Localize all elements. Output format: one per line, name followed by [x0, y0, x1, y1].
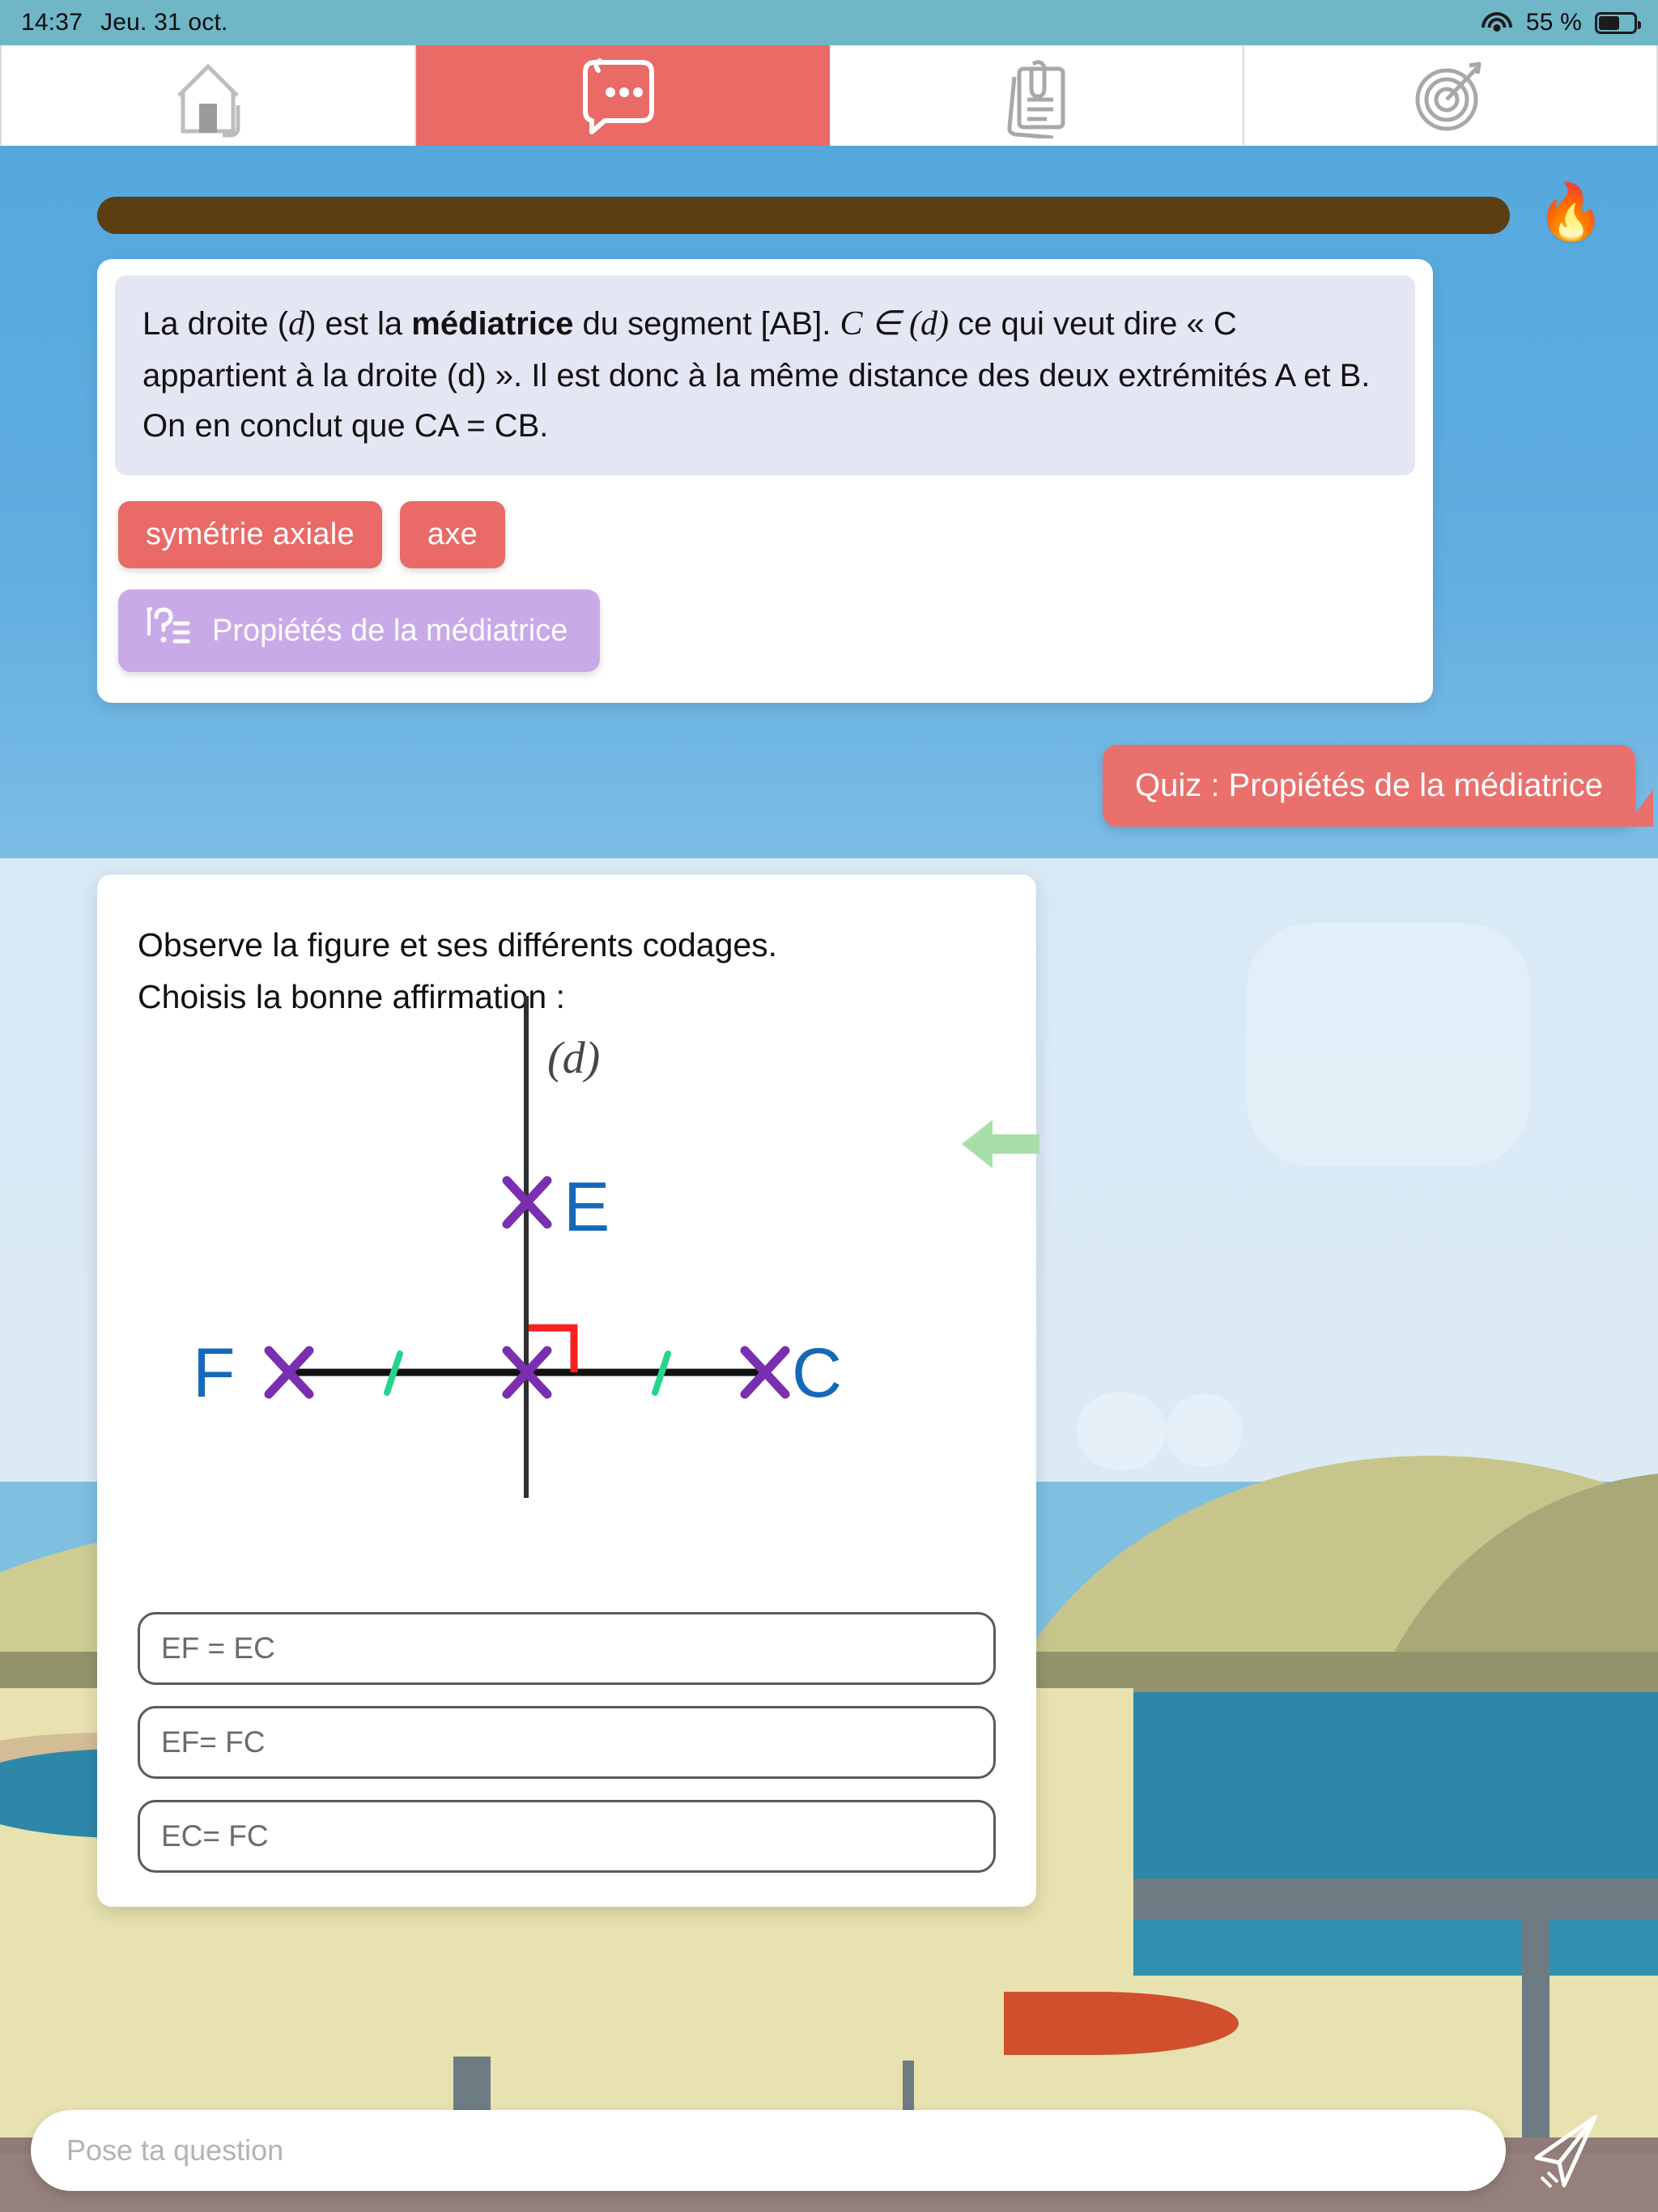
tab-bar — [0, 45, 1658, 146]
answer-list — [138, 1612, 996, 1873]
chat-icon — [577, 53, 666, 138]
keyword-chip-list — [115, 501, 1415, 568]
flame-emoji-icon: 🔥 — [1537, 181, 1605, 243]
geometry-figure-svg — [97, 988, 1036, 1506]
answer-option-1[interactable] — [138, 1612, 996, 1685]
send-button[interactable] — [1506, 2108, 1627, 2193]
question-input-placeholder: Pose ta question — [66, 2133, 284, 2167]
quiz-question-line-2: Choisis la bonne affirmation : — [138, 977, 565, 1015]
math-var-d: d — [288, 305, 306, 342]
progress-bar-container — [97, 197, 1510, 234]
figure-label-f: F — [193, 1334, 236, 1412]
answer-option-3[interactable] — [138, 1800, 996, 1873]
bot-line-1: La droite (d) est la médiatrice du segment [AB]. C ∈ (d) ce qui veut dire — [142, 305, 1178, 342]
progress-bar — [97, 197, 1510, 234]
wifi-icon — [1481, 11, 1513, 35]
tab-home[interactable] — [0, 45, 416, 146]
status-bar — [0, 0, 1658, 45]
quiz-card — [97, 874, 1036, 1907]
paper-plane-icon — [1524, 2108, 1609, 2193]
status-date: Jeu. 31 oct. — [100, 9, 228, 36]
bot-line-2: « C appartient à la droite (d) ». Il est donc à la même distance des deux — [142, 306, 1237, 394]
target-icon — [1405, 53, 1495, 138]
status-time: 14:37 — [21, 9, 83, 36]
question-input[interactable] — [31, 2110, 1506, 2191]
home-icon — [163, 53, 253, 138]
chip-quiz-proprietes-mediatrice[interactable] — [118, 589, 600, 672]
tab-chat[interactable] — [416, 45, 831, 146]
tab-objectifs[interactable] — [1244, 45, 1658, 146]
chat-area — [0, 146, 1658, 2097]
chip-symetrie-axiale[interactable]: symétrie axiale — [118, 501, 382, 568]
composer-bar — [0, 2089, 1658, 2212]
bot-message-text — [115, 275, 1415, 475]
user-message-bubble — [1103, 745, 1635, 827]
answer-option-2[interactable] — [138, 1706, 996, 1779]
chip-axe[interactable]: axe — [400, 501, 505, 568]
clipboard-icon — [992, 53, 1081, 138]
quiz-chip-label: Propiétés de la médiatrice — [212, 613, 568, 648]
left-arrow-icon — [955, 1113, 1044, 1175]
user-message-text: Quiz : Propiétés de la médiatrice — [1134, 768, 1603, 803]
bot-line-3: extrémités A et B. On en conclut que CA = CB. — [142, 358, 1371, 445]
answer-option-3-label: EC= FC — [161, 1819, 269, 1853]
figure-label-c: C — [792, 1334, 843, 1412]
figure-label-d: (d) — [547, 1033, 601, 1083]
figure-label-e: E — [563, 1168, 610, 1246]
math-expr-c-in-d: C ∈ (d) — [840, 305, 950, 342]
battery-icon — [1595, 12, 1637, 34]
battery-percent-label: 55 % — [1525, 9, 1582, 36]
quiz-question-icon — [142, 606, 191, 656]
answer-option-2-label: EF= FC — [161, 1725, 266, 1759]
answer-option-1-label: EF = EC — [161, 1631, 275, 1665]
bot-message-card — [97, 259, 1433, 703]
hint-arrow-container — [955, 1113, 1044, 1179]
quiz-question-line-1: Observe la figure et ses différents codages. — [138, 926, 778, 963]
tab-notes[interactable] — [830, 45, 1244, 146]
bot-bold-mediatrice: médiatrice — [411, 306, 574, 342]
geometry-figure — [97, 988, 1036, 1506]
